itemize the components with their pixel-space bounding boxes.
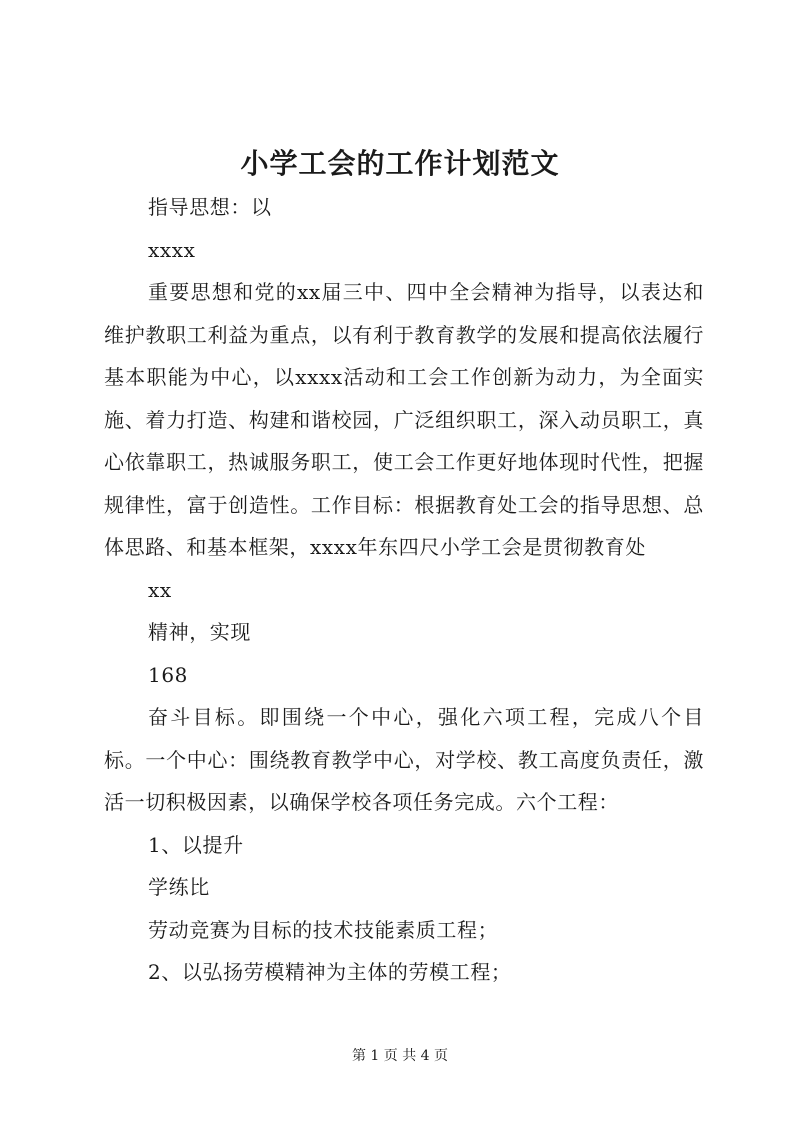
paragraph-item-1-end: 劳动竞赛为目标的技术技能素质工程； [148, 917, 499, 942]
paragraph-item-1-start: 1、以提升 [148, 832, 244, 857]
paragraph-spirit-realize: 精神，实现 [148, 620, 251, 644]
paragraph-guiding-thought: 指导思想：以 [148, 195, 272, 219]
page-footer: 第 1 页 共 4 页 [351, 1048, 449, 1064]
paragraph-item-2: 2、以弘扬劳模精神为主体的劳模工程； [148, 960, 512, 984]
paragraph-placeholder-xxxx: xxxx [148, 237, 196, 262]
document-body [104, 186, 704, 994]
paragraph-item-1-middle: 学练比 [148, 875, 210, 899]
paragraph-guiding-content: 重要思想和党的xx届三中、四中全会精神为指导，以表达和维护教职工利益为重点，以有利于教育教学的发展和提高依法履行基本职能为中心，以xxxx活动和工会工作创新为动力，为全面实施、着力打造、构建和谐校园，广泛组织职工，深入动员职工，真心依靠职工，热诚服务职工，使工会工作更好地体现时代性，把握规律性，富于创造性。工作目标：根据教育处工会的指导思想、总体思路、和基本框架，xxxx年东四尺小学工会是贯彻教育处 [104, 280, 704, 559]
document-title: 小学工会的工作计划范文 [240, 147, 560, 180]
paragraph-number-168: 168 [148, 662, 188, 687]
paragraph-placeholder-xx: xx [148, 577, 172, 602]
paragraph-goals: 奋斗目标。即围绕一个中心，强化六项工程，完成八个目标。一个中心：围绕教育教学中心，对学校、教工高度负责任，激活一切积极因素，以确保学校各项任务完成。六个工程： [104, 705, 704, 814]
